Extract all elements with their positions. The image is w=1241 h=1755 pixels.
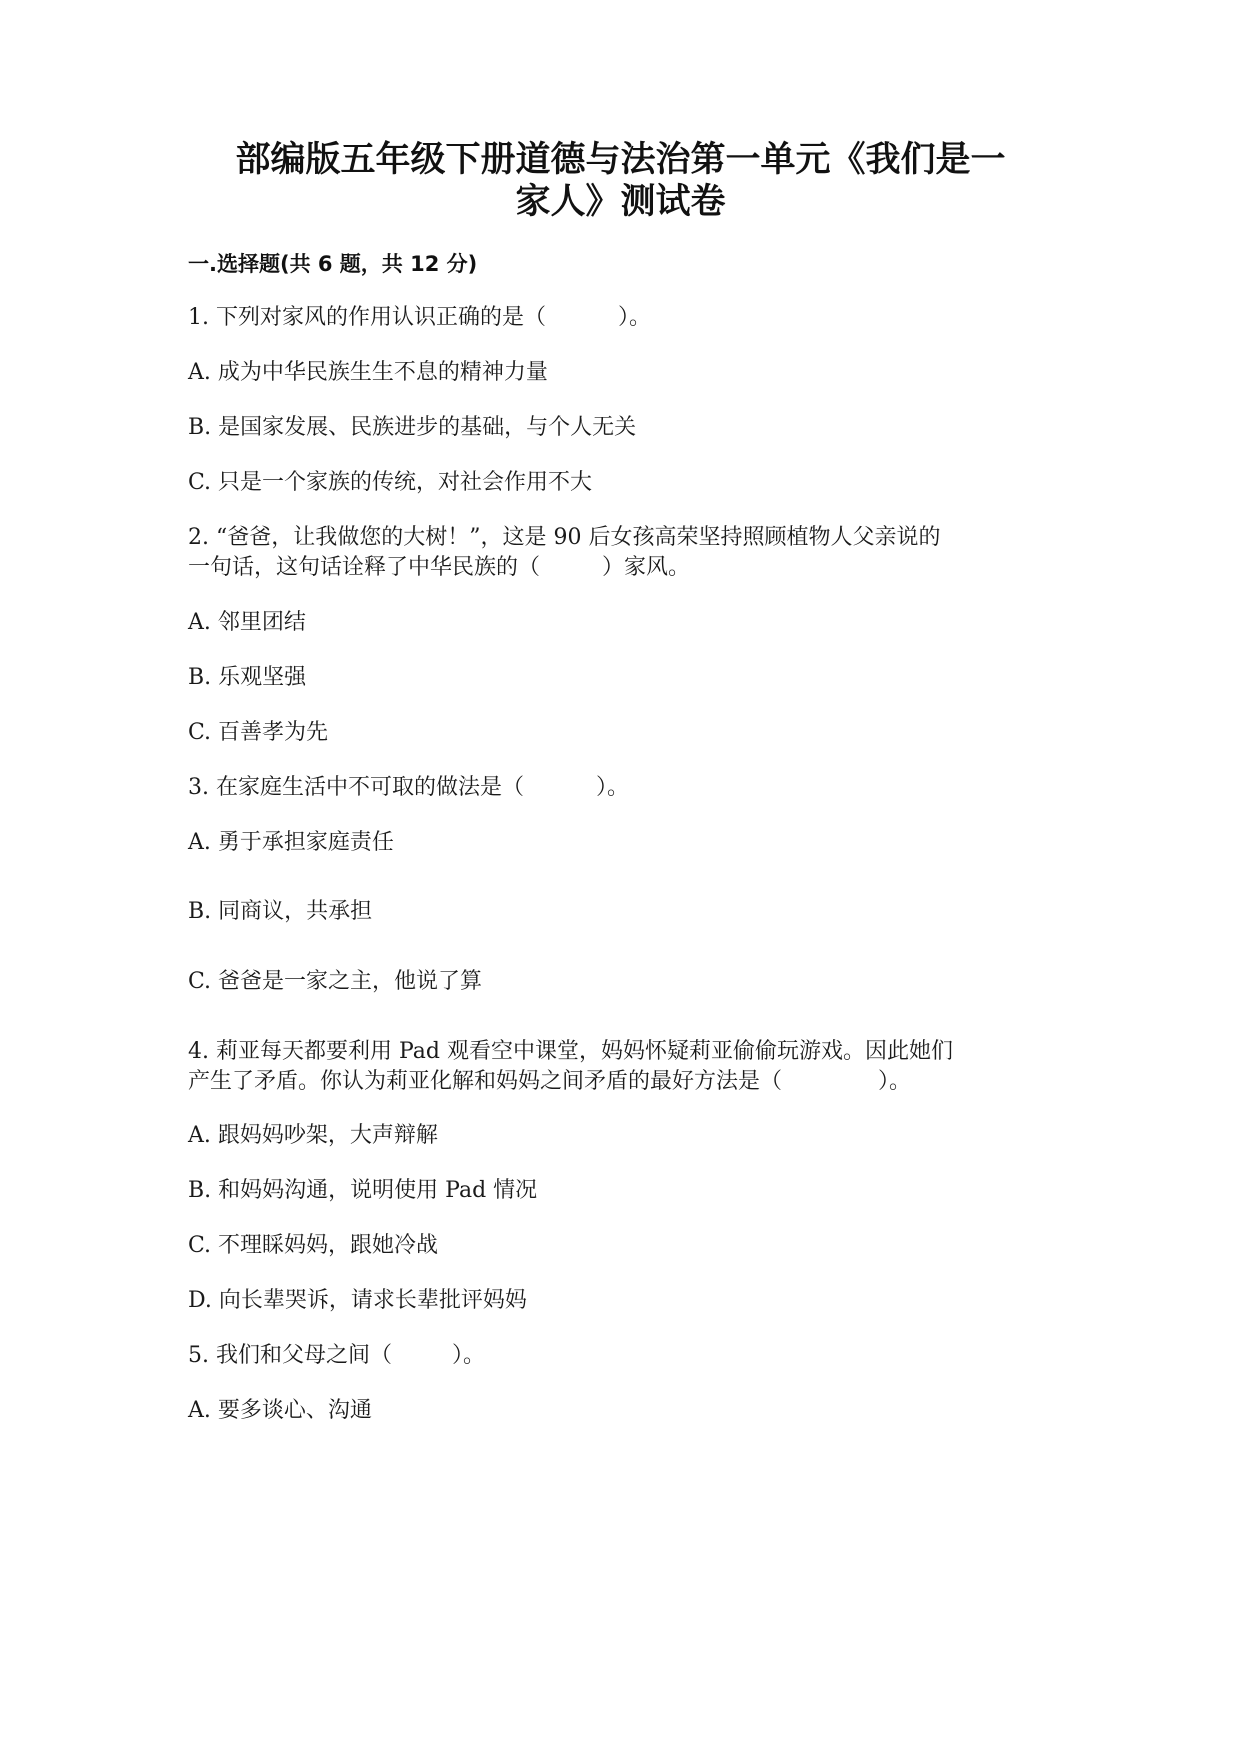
question-4-stem-end: ）。 (878, 1069, 912, 1094)
question-4-option-c: C. 不理睬妈妈，跟她冷战 (188, 1233, 439, 1258)
question-4-option-d: D. 向长辈哭诉，请求长辈批评妈妈 (188, 1288, 527, 1313)
question-3-stem-end: ）。 (596, 775, 630, 800)
question-4-option-a: A. 跟妈妈吵架，大声辩解 (188, 1123, 438, 1148)
question-1-stem (188, 302, 651, 334)
question-2-stem-text: 一句话，这句话诠释了中华民族的（ (188, 555, 541, 580)
question-1-stem-end: ）。 (618, 305, 652, 330)
section-heading: 一.选择题(共 6 题，共 12 分) (188, 252, 478, 276)
question-4-stem-line-2 (188, 1066, 911, 1098)
page-title-line-2: 家人》测试卷 (515, 182, 726, 222)
question-4-stem-line-1: 4. 莉亚每天都要利用 Pad 观看空中课堂，妈妈怀疑莉亚偷偷玩游戏。因此她们 (188, 1039, 953, 1064)
question-2-stem-line-1: 2. “爸爸，让我做您的大树！”，这是 90 后女孩高荣坚持照顾植物人父亲说的 (188, 525, 941, 550)
question-3-option-a: A. 勇于承担家庭责任 (188, 830, 394, 855)
question-3-option-c: C. 爸爸是一家之主，他说了算 (188, 969, 483, 994)
question-2-option-a: A. 邻里团结 (188, 610, 306, 635)
question-4-option-b: B. 和妈妈沟通，说明使用 Pad 情况 (188, 1178, 538, 1203)
question-2-option-c: C. 百善孝为先 (188, 720, 329, 745)
question-4-stem-text: 产生了矛盾。你认为莉亚化解和妈妈之间矛盾的最好方法是（ (188, 1069, 783, 1094)
question-1-option-a: A. 成为中华民族生生不息的精神力量 (188, 360, 548, 385)
question-1-option-b: B. 是国家发展、民族进步的基础，与个人无关 (188, 415, 637, 440)
question-5-stem (188, 1340, 485, 1372)
question-3-stem-text: 3. 在家庭生活中不可取的做法是（ (188, 775, 524, 800)
question-2-stem-line-2 (188, 552, 690, 584)
question-2-option-b: B. 乐观坚强 (188, 665, 307, 690)
question-5-stem-text: 5. 我们和父母之间（ (188, 1343, 392, 1368)
question-5-option-a: A. 要多谈心、沟通 (188, 1398, 372, 1423)
question-1-stem-text: 1. 下列对家风的作用认识正确的是（ (188, 305, 546, 330)
question-5-stem-end: ）。 (451, 1343, 485, 1368)
question-3-stem (188, 772, 629, 804)
question-1-option-c: C. 只是一个家族的传统，对社会作用不大 (188, 470, 593, 495)
question-3-option-b: B. 同商议，共承担 (188, 899, 373, 924)
page-title-line-1: 部编版五年级下册道德与法治第一单元《我们是一 (235, 140, 1006, 180)
question-2-stem-end: ）家风。 (602, 555, 691, 580)
